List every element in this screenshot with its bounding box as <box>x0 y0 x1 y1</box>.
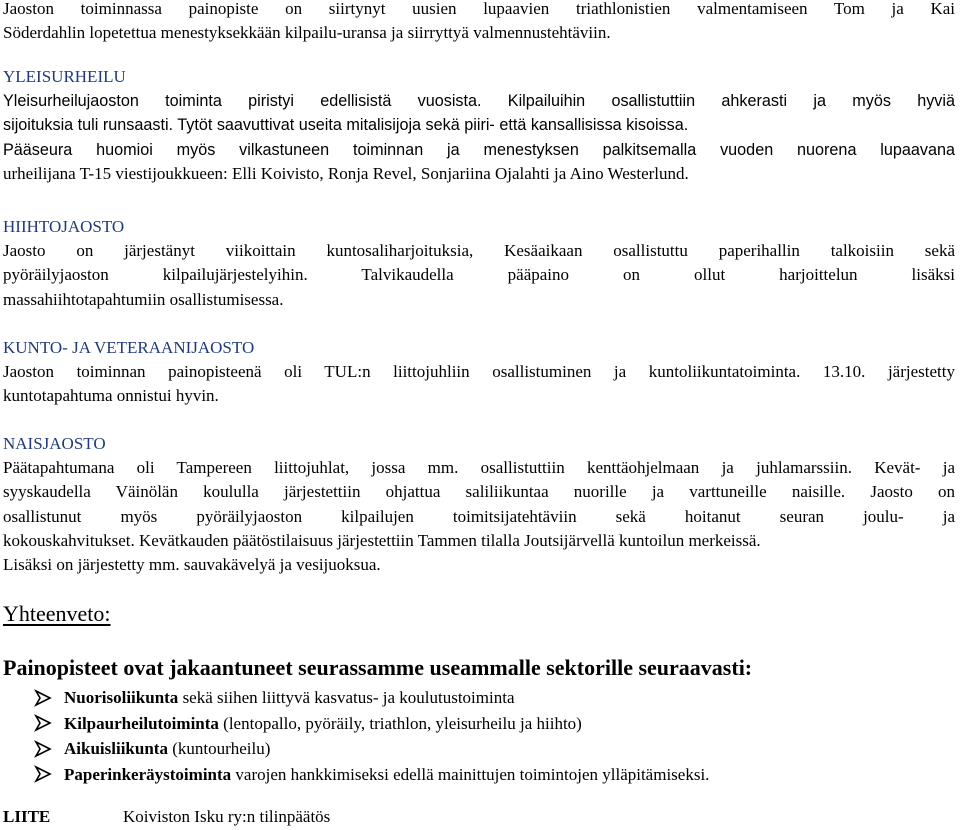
nais-line-3: osallistunut myös pyöräilyjaoston kilpailujen toimitsijatehtäviin sekä hoitanut seuran joulu- ja <box>3 506 955 526</box>
summary-subheading: Painopisteet ovat jakaantuneet seurassamme useammalle sektorille seuraavasti: <box>3 655 753 680</box>
section-heading-yleisurheilu: YLEISURHEILU <box>3 67 126 86</box>
arrow-bullet-icon <box>34 740 64 758</box>
section-naisjaosto <box>3 432 955 577</box>
list-item <box>34 762 709 788</box>
hiihto-line-2: pyöräilyjaoston kilpailujärjestelyihin. Talvikaudella pääpaino on ollut harjoittelun lisäksi <box>3 265 955 285</box>
kunto-line-2: kuntotapahtuma onnistui hyvin. <box>3 386 219 406</box>
section-heading-naisjaosto: NAISJAOSTO <box>3 434 106 453</box>
section-heading-hiihtojaosto: HIIHTOJAOSTO <box>3 217 125 236</box>
footer-text: Koiviston Isku ry:n tilinpäätös <box>123 807 331 826</box>
list-item-text: (kuntourheilu) <box>167 739 271 758</box>
arrow-bullet-icon <box>34 714 64 732</box>
arrow-bullet-icon <box>34 765 64 783</box>
list-item-bold: Kilpaurheilutoiminta <box>64 713 219 733</box>
yleisurheilu-line-3: Pääseura huomioi myös vilkastuneen toiminnan ja menestyksen palkitsemalla vuoden nuorena lupaavana <box>3 140 955 159</box>
arrow-bullet-icon <box>34 689 64 707</box>
list-item-text: varojen hankkimiseksi edellä mainittujen toimintojen ylläpitämiseksi. <box>231 764 710 784</box>
intro-line-2: Söderdahlin lopetettua menestyksekkään kilpailu-uransa ja siirryttyä valmennustehtäviin. <box>3 23 611 43</box>
footer-attachment <box>3 805 330 829</box>
yleisurheilu-line-2: sijoituksia tuli runsaasti. Tytöt saavuttivat useita mitalisijoja sekä piiri- että kansallisissa kisoissa. <box>3 116 689 135</box>
list-item-text: (lentopallo, pyöräily, triathlon, yleisurheilu ja hiihto) <box>218 713 582 733</box>
footer-label: LIITE <box>3 807 51 826</box>
nais-line-4: kokouskahvitukset. Kevätkauden päätöstilaisuus järjestettiin Tammen tilalla Joutsijärvellä kuntoilun merkeissä. <box>3 530 761 550</box>
yleisurheilu-line-4: urheilijana T-15 viestijoukkueen: Elli Koivisto, Ronja Revel, Sonjariina Ojalahti ja Aino Westerlund. <box>3 163 689 183</box>
section-hiihtojaosto <box>3 215 955 312</box>
list-item <box>34 711 709 737</box>
nais-line-2: syyskaudella Väinölän koululla järjestettiin ohjattua saliliikuntaa nuorille ja varttuneille naisille. Jaosto on <box>3 482 955 502</box>
hiihto-line-3: massahiihtotapahtumiin osallistumisessa. <box>3 289 284 309</box>
section-heading-kunto: KUNTO- JA VETERAANIJAOSTO <box>3 338 255 357</box>
section-kunto-veteraanijaosto <box>3 336 955 409</box>
intro-paragraph <box>3 0 955 46</box>
summary-heading: Yhteenveto: <box>3 601 111 626</box>
nais-line-5: Lisäksi on järjestetty mm. sauvakävelyä ja vesijuoksua. <box>3 555 381 575</box>
intro-line-1: Jaoston toiminnassa painopiste on siirtynyt uusien lupaavien triathlonistien valmentamiseen Tom ja Kai <box>3 0 955 18</box>
yleisurheilu-line-1: Yleisurheilujaoston toiminta piristyi edellisistä vuosista. Kilpailuihin osallistuttiin ahkerasti ja myös hyviä <box>3 92 955 110</box>
nais-line-1: Päätapahtumana oli Tampereen liittojuhlat, jossa mm. osallistuttiin kenttäohjelmaan ja juhlamarssiin. Kevät- ja <box>3 458 955 477</box>
list-item-bold: Paperinkeräystoiminta <box>64 764 232 784</box>
section-yleisurheilu <box>3 65 955 186</box>
list-item-bold: Nuorisoliikunta <box>64 688 179 707</box>
kunto-line-1: Jaoston toiminnan painopisteenä oli TUL:n liittojuhliin osallistuminen ja kuntoliikuntatoiminta. 13.10. järjestetty <box>3 362 955 381</box>
summary-list <box>34 685 709 787</box>
list-item-bold: Aikuisliikunta <box>64 739 168 758</box>
list-item <box>34 685 709 711</box>
hiihto-line-1: Jaosto on järjestänyt viikoittain kuntosaliharjoituksia, Kesäaikaan osallistuttu paperihallin talkoisiin sekä <box>3 241 955 260</box>
list-item <box>34 736 709 762</box>
list-item-text: sekä siihen liittyvä kasvatus- ja koulutustoiminta <box>178 688 515 707</box>
